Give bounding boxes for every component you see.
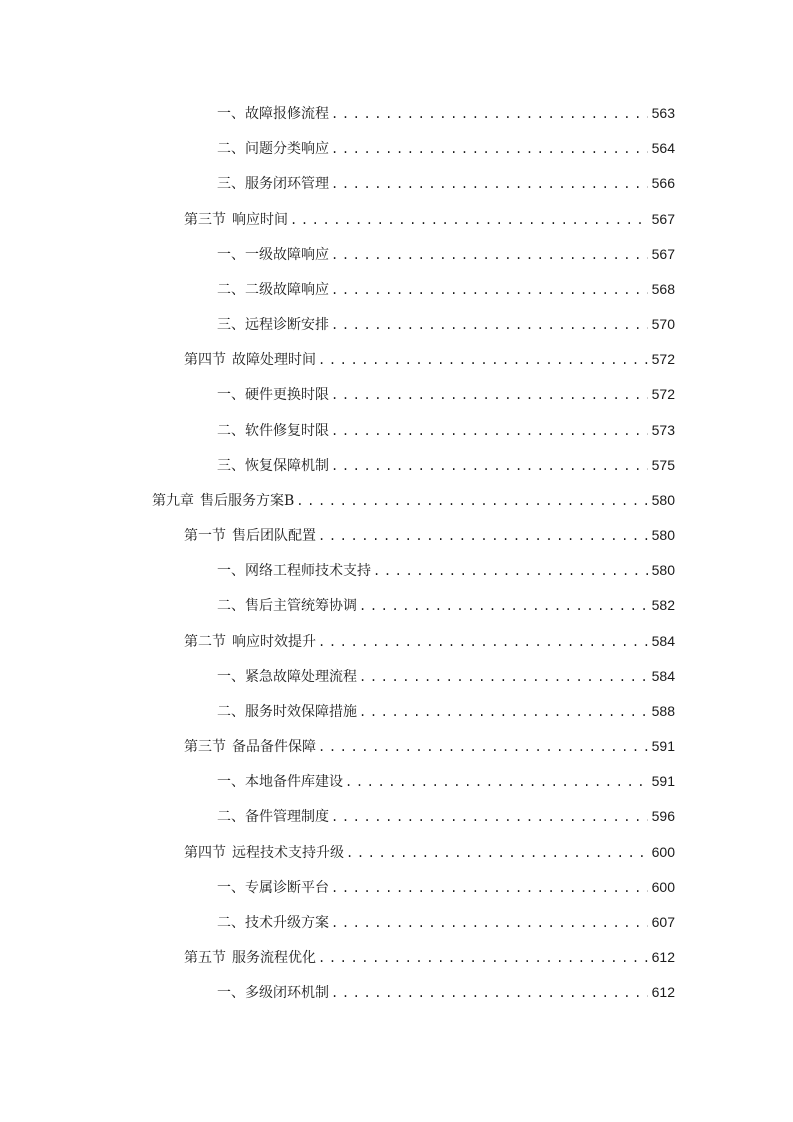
toc-entry-number: 二、 (217, 598, 245, 615)
toc-entry-title: 备品备件保障 (232, 739, 316, 756)
toc-entry-line[interactable] (217, 455, 675, 475)
toc-entry-line[interactable] (217, 666, 675, 686)
toc-entry[interactable] (0, 163, 793, 198)
dot-leader (318, 948, 648, 968)
dot-leader (359, 596, 648, 616)
toc-entry-title: 故障处理时间 (232, 352, 316, 369)
dot-leader (331, 807, 648, 827)
toc-entry-number: 三、 (217, 457, 245, 474)
dot-leader (345, 772, 648, 792)
toc-entry-title: 服务流程优化 (232, 950, 316, 967)
toc-entry-line[interactable] (217, 244, 675, 264)
toc-entry-number: 二、 (217, 809, 245, 826)
toc-entry-title: 二级故障响应 (245, 281, 329, 298)
toc-entry[interactable] (0, 761, 793, 796)
dot-leader (331, 245, 648, 265)
toc-entry-page-number: 572 (651, 351, 675, 368)
toc-entry[interactable] (0, 480, 793, 515)
toc-entry-page-number: 596 (651, 808, 675, 825)
toc-entry-number: 第五节 (184, 950, 226, 967)
toc-entry[interactable] (0, 445, 793, 480)
toc-entry-number: 二、 (217, 703, 245, 720)
toc-entry-title: 本地备件库建设 (245, 774, 343, 791)
toc-entry-line[interactable] (217, 138, 675, 158)
dot-leader (346, 843, 648, 863)
toc-entry[interactable] (0, 269, 793, 304)
toc-entry-title: 专属诊断平台 (245, 879, 329, 896)
toc-entry[interactable] (0, 691, 793, 726)
toc-entry[interactable] (0, 199, 793, 234)
toc-entry-line[interactable] (217, 420, 675, 440)
dot-leader (331, 385, 648, 405)
dot-leader (331, 913, 648, 933)
toc-entry[interactable] (0, 937, 793, 972)
toc-entry[interactable] (0, 832, 793, 867)
dot-leader (331, 983, 648, 1003)
toc-entry-title: 恢复保障机制 (245, 457, 329, 474)
toc-entry-line[interactable] (217, 560, 675, 580)
toc-entry-number: 第一节 (184, 528, 226, 545)
toc-entry-title: 售后团队配置 (232, 528, 316, 545)
toc-entry[interactable] (0, 621, 793, 656)
toc-entry[interactable] (0, 515, 793, 550)
toc-entry-line[interactable] (184, 947, 675, 967)
toc-entry-title: 故障报修流程 (245, 106, 329, 122)
toc-entry-number: 一、 (217, 985, 245, 1002)
toc-entry-number: 一、 (217, 774, 245, 791)
dot-leader (290, 210, 648, 230)
toc-entry[interactable] (0, 339, 793, 374)
toc-entry-number: 二、 (217, 914, 245, 931)
toc-entry-line[interactable] (217, 173, 675, 193)
toc-entry-title: 售后服务方案B (200, 492, 295, 509)
toc-entry-number: 一、 (217, 246, 245, 263)
toc-entry[interactable] (0, 656, 793, 691)
toc-entry-page-number: 607 (651, 913, 675, 930)
dot-leader (331, 104, 648, 124)
toc-entry-line[interactable] (217, 595, 675, 615)
toc-entry[interactable] (0, 796, 793, 831)
toc-entry-title: 售后主管统筹协调 (245, 598, 357, 615)
toc-entry-number: 第四节 (184, 844, 226, 861)
toc-entry-title: 技术升级方案 (245, 914, 329, 931)
toc-entry-line[interactable] (217, 771, 675, 791)
toc-entry-number: 第三节 (184, 211, 226, 228)
toc-entry-title: 备件管理制度 (245, 809, 329, 826)
toc-entry[interactable] (0, 128, 793, 163)
toc-entry[interactable] (0, 234, 793, 269)
toc-entry-line[interactable] (217, 982, 675, 1002)
toc-entry-title: 问题分类响应 (245, 141, 329, 158)
toc-entry-page-number: 567 (651, 210, 675, 227)
dot-leader (373, 561, 648, 581)
dot-leader (296, 491, 647, 511)
toc-entry[interactable] (0, 93, 793, 128)
toc-entry-title: 响应时效提升 (232, 633, 316, 650)
toc-entry-title: 远程诊断安排 (245, 317, 329, 334)
toc-entry[interactable] (0, 726, 793, 761)
toc-entry-page-number: 588 (651, 702, 675, 719)
dot-leader (318, 632, 648, 652)
toc-entry-page-number: 564 (651, 140, 675, 157)
toc-entry-page-number: 573 (651, 421, 675, 438)
toc-entry-number: 一、 (217, 879, 245, 896)
toc-entry[interactable] (0, 374, 793, 409)
toc-entry-number: 一、 (217, 668, 245, 685)
toc-entry-title: 软件修复时限 (245, 422, 329, 439)
dot-leader (359, 667, 648, 687)
toc-entry-number: 二、 (217, 281, 245, 298)
toc-entry-title: 远程技术支持升级 (232, 844, 344, 861)
toc-entry-page-number: 572 (651, 386, 675, 403)
toc-entry[interactable] (0, 550, 793, 585)
dot-leader (331, 139, 648, 159)
toc-entry-line[interactable] (217, 103, 675, 123)
toc-entry-page-number: 570 (651, 316, 675, 333)
toc-entry-line[interactable] (152, 490, 675, 510)
toc-entry-page-number: 612 (651, 949, 675, 966)
toc-entry-number: 第四节 (184, 352, 226, 369)
dot-leader (331, 421, 648, 441)
toc-entry-number: 二、 (217, 141, 245, 158)
dot-leader (331, 280, 648, 300)
toc-entry-line[interactable] (184, 525, 675, 545)
toc-entry-page-number: 582 (651, 597, 675, 614)
dot-leader (331, 315, 648, 335)
toc-entry-line[interactable] (217, 701, 675, 721)
toc-entry-line[interactable] (184, 631, 675, 651)
toc-entry-number: 三、 (217, 317, 245, 334)
toc-entry-page-number: 591 (651, 738, 675, 755)
toc-entry[interactable] (0, 972, 793, 1007)
toc-entry-number: 一、 (217, 563, 245, 580)
dot-leader (331, 174, 648, 194)
toc-entry-line[interactable] (217, 912, 675, 932)
toc-entry-page-number: 600 (651, 843, 675, 860)
toc-entry-title: 服务闭环管理 (245, 176, 329, 193)
toc-entry-page-number: 580 (651, 527, 675, 544)
toc-entry-number: 三、 (217, 176, 245, 193)
toc-entry[interactable] (0, 304, 793, 339)
dot-leader (318, 737, 648, 757)
toc-entry-line[interactable] (217, 279, 675, 299)
toc-entry-page-number: 600 (651, 878, 675, 895)
toc-entry-page-number: 612 (651, 984, 675, 1001)
toc-entry-line[interactable] (217, 384, 675, 404)
toc-entry[interactable] (0, 867, 793, 902)
toc-entry-page-number: 580 (651, 562, 675, 579)
toc-entry[interactable] (0, 902, 793, 937)
toc-entry-page-number: 591 (651, 773, 675, 790)
toc-entry-line[interactable] (184, 209, 675, 229)
dot-leader (318, 350, 648, 370)
toc-entry-page-number: 584 (651, 632, 675, 649)
toc-entry-page-number: 584 (651, 667, 675, 684)
toc-entry-title: 硬件更换时限 (245, 387, 329, 404)
toc-entry-page-number: 567 (651, 245, 675, 262)
toc-entry[interactable] (0, 410, 793, 445)
toc-entry-title: 一级故障响应 (245, 246, 329, 263)
toc-entry-line[interactable] (217, 806, 675, 826)
dot-leader (359, 702, 648, 722)
dot-leader (331, 878, 648, 898)
toc-entry-number: 二、 (217, 422, 245, 439)
toc-entry-title: 多级闭环机制 (245, 985, 329, 1002)
toc-entry-number: 一、 (217, 106, 245, 122)
toc-entry-number: 第三节 (184, 739, 226, 756)
dot-leader (318, 526, 648, 546)
table-of-contents (0, 93, 793, 1007)
toc-entry-title: 服务时效保障措施 (245, 703, 357, 720)
dot-leader (331, 456, 648, 476)
toc-entry[interactable] (0, 585, 793, 620)
toc-entry-page-number: 566 (651, 175, 675, 192)
toc-entry-title: 网络工程师技术支持 (245, 563, 371, 580)
toc-entry-title: 响应时间 (232, 211, 288, 228)
toc-entry-number: 一、 (217, 387, 245, 404)
toc-entry-title: 紧急故障处理流程 (245, 668, 357, 685)
toc-entry-page-number: 568 (651, 280, 675, 297)
toc-entry-number: 第二节 (184, 633, 226, 650)
toc-entry-line[interactable] (184, 349, 675, 369)
toc-entry-line[interactable] (184, 736, 675, 756)
toc-entry-page-number: 563 (651, 105, 675, 121)
toc-entry-line[interactable] (184, 842, 675, 862)
toc-entry-line[interactable] (217, 314, 675, 334)
toc-entry-page-number: 575 (651, 456, 675, 473)
toc-entry-number: 第九章 (152, 492, 194, 509)
toc-entry-page-number: 580 (651, 491, 675, 508)
toc-entry-line[interactable] (217, 877, 675, 897)
